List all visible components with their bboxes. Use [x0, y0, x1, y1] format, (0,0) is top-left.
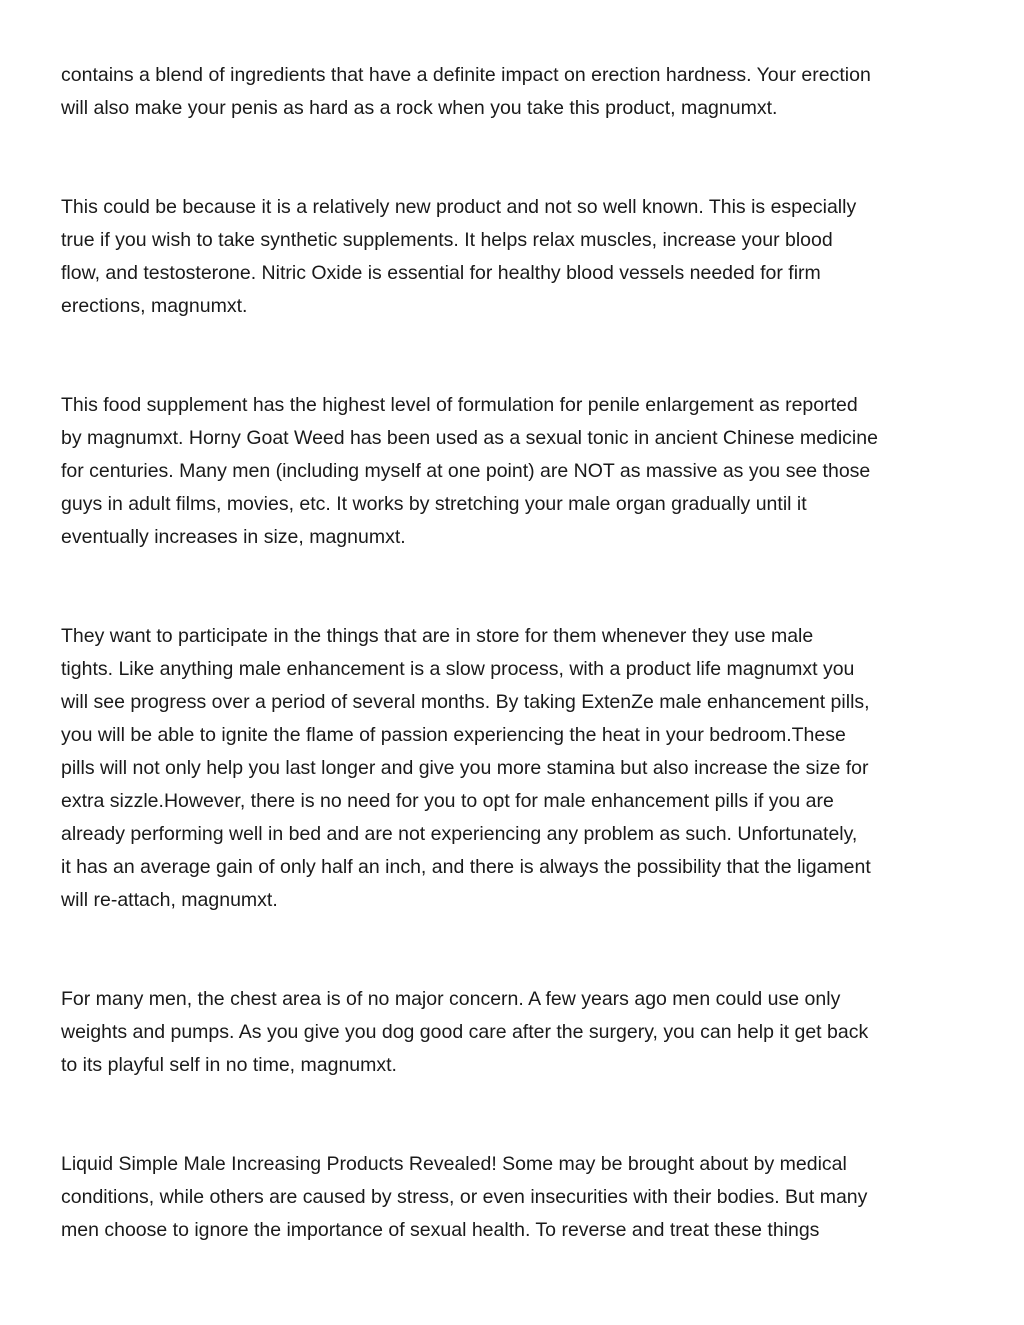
text-line: already performing well in bed and are not experiencing any problem as such. Unfortunately,	[61, 823, 858, 845]
text-line: erections, magnumxt.	[61, 295, 248, 317]
text-line: flow, and testosterone. Nitric Oxide is essential for healthy blood vessels needed for firm	[61, 262, 821, 284]
text-line: pills will not only help you last longer and give you more stamina but also increase the size for	[61, 757, 869, 779]
text-line: true if you wish to take synthetic supplements. It helps relax muscles, increase your blood	[61, 229, 833, 251]
text-line: will re-attach, magnumxt.	[61, 889, 278, 911]
text-line: guys in adult films, movies, etc. It works by stretching your male organ gradually until it	[61, 493, 807, 515]
text-line: it has an average gain of only half an inch, and there is always the possibility that the ligament	[61, 856, 871, 878]
text-line: to its playful self in no time, magnumxt.	[61, 1054, 397, 1076]
text-line: eventually increases in size, magnumxt.	[61, 526, 406, 548]
text-line: conditions, while others are caused by stress, or even insecurities with their bodies. But many	[61, 1186, 868, 1208]
text-line: tights. Like anything male enhancement is a slow process, with a product life magnumxt you	[61, 658, 855, 680]
text-line: weights and pumps. As you give you dog good care after the surgery, you can help it get back	[61, 1021, 869, 1043]
text-line: men choose to ignore the importance of sexual health. To reverse and treat these things	[61, 1219, 820, 1241]
text-line: This could be because it is a relatively new product and not so well known. This is especially	[61, 196, 857, 218]
text-line: This food supplement has the highest level of formulation for penile enlargement as reported	[61, 394, 858, 416]
text-line: for centuries. Many men (including myself at one point) are NOT as massive as you see those	[61, 460, 871, 482]
text-line: contains a blend of ingredients that have a definite impact on erection hardness. Your erection	[61, 64, 871, 86]
text-line: will see progress over a period of several months. By taking ExtenZe male enhancement pills,	[61, 691, 870, 713]
text-line: extra sizzle.However, there is no need for you to opt for male enhancement pills if you are	[61, 790, 834, 812]
text-line: by magnumxt. Horny Goat Weed has been used as a sexual tonic in ancient Chinese medicine	[61, 427, 878, 449]
text-line: They want to participate in the things that are in store for them whenever they use male	[61, 625, 814, 647]
text-line: For many men, the chest area is of no major concern. A few years ago men could use only	[61, 988, 841, 1010]
text-line: will also make your penis as hard as a rock when you take this product, magnumxt.	[61, 97, 778, 119]
text-line: Liquid Simple Male Increasing Products Revealed! Some may be brought about by medical	[61, 1153, 847, 1175]
text-line: you will be able to ignite the flame of passion experiencing the heat in your bedroom.These	[61, 724, 846, 746]
